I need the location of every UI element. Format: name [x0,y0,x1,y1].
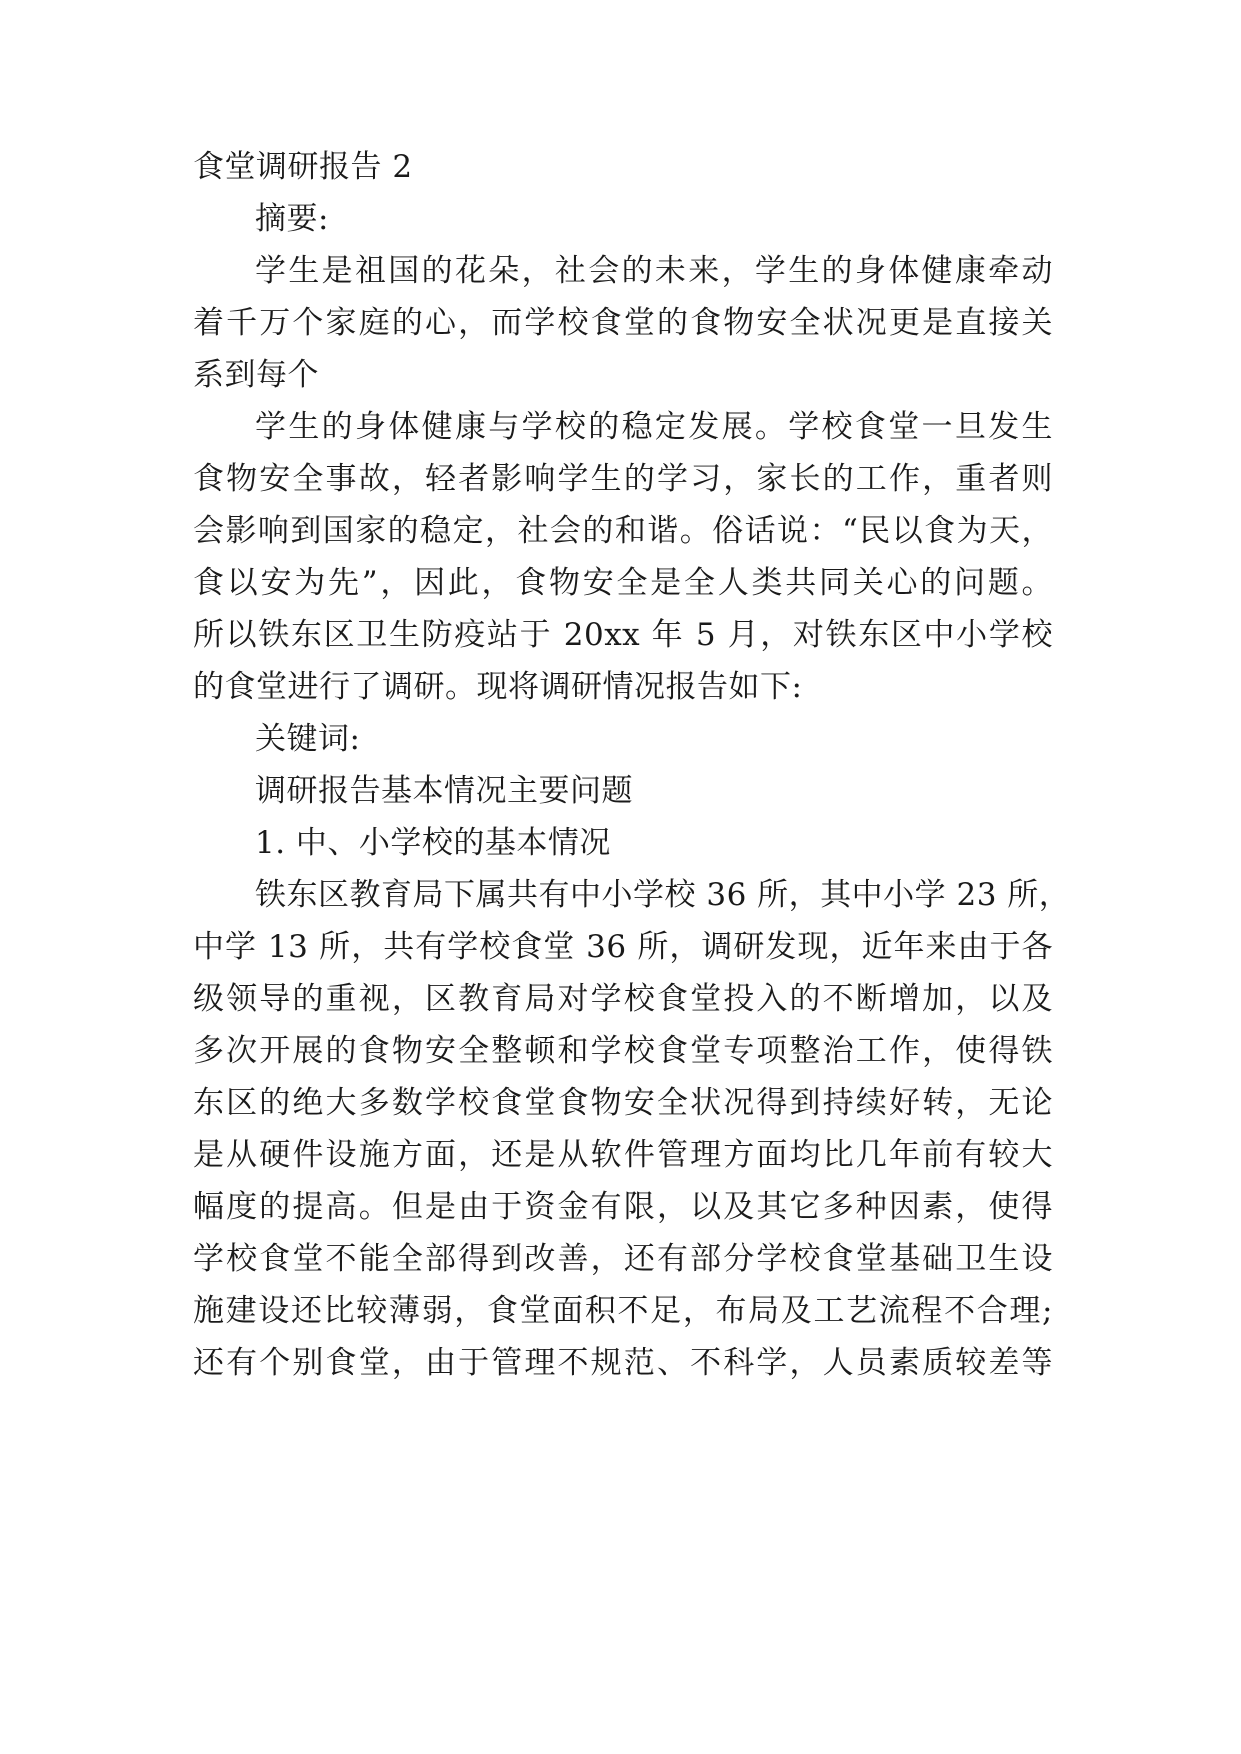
paragraph-line: 多次开展的食物安全整顿和学校食堂专项整治工作，使得铁 [193,1033,1053,1069]
paragraph-line: 系到每个 [193,357,319,393]
paragraph-line: 食物安全事故，轻者影响学生的学习，家长的工作，重者则 [193,461,1053,497]
paragraph-line: 的食堂进行了调研。现将调研情况报告如下: [193,669,803,705]
paragraph-line: 施建设还比较薄弱，食堂面积不足，布局及工艺流程不合理; [193,1293,1053,1329]
paragraph-line: 铁东区教育局下属共有中小学校 36 所，其中小学 23 所， [255,877,1071,913]
paragraph-line: 食以安为先”，因此，食物安全是全人类共同关心的问题。 [193,565,1053,601]
paragraph-line: 幅度的提高。但是由于资金有限，以及其它多种因素，使得 [193,1189,1053,1225]
paragraph-line: 着千万个家庭的心，而学校食堂的食物安全状况更是直接关 [193,305,1053,341]
paragraph-line: 是从硬件设施方面，还是从软件管理方面均比几年前有较大 [193,1137,1053,1173]
paragraph-line: 级领导的重视，区教育局对学校食堂投入的不断增加，以及 [193,981,1053,1017]
abstract-heading: 摘要: [255,201,329,237]
paragraph-line: 还有个别食堂，由于管理不规范、不科学，人员素质较差等 [193,1345,1053,1381]
keywords-text: 调研报告基本情况主要问题 [255,773,633,809]
section-heading: 1. 中、小学校的基本情况 [255,825,611,861]
paragraph-line: 中学 13 所，共有学校食堂 36 所，调研发现，近年来由于各 [193,929,1053,965]
paragraph-line: 会影响到国家的稳定，社会的和谐。俗话说：“民以食为天， [193,513,1053,549]
document-title: 食堂调研报告 2 [193,149,413,185]
paragraph-line: 所以铁东区卫生防疫站于 20xx 年 5 月，对铁东区中小学校 [193,617,1053,653]
paragraph-line: 学校食堂不能全部得到改善，还有部分学校食堂基础卫生设 [193,1241,1053,1277]
keywords-heading: 关键词: [255,721,361,757]
paragraph-line: 学生是祖国的花朵，社会的未来，学生的身体健康牵动 [255,253,1053,289]
paragraph-line: 东区的绝大多数学校食堂食物安全状况得到持续好转，无论 [193,1085,1053,1121]
paragraph-line: 学生的身体健康与学校的稳定发展。学校食堂一旦发生 [255,409,1053,445]
